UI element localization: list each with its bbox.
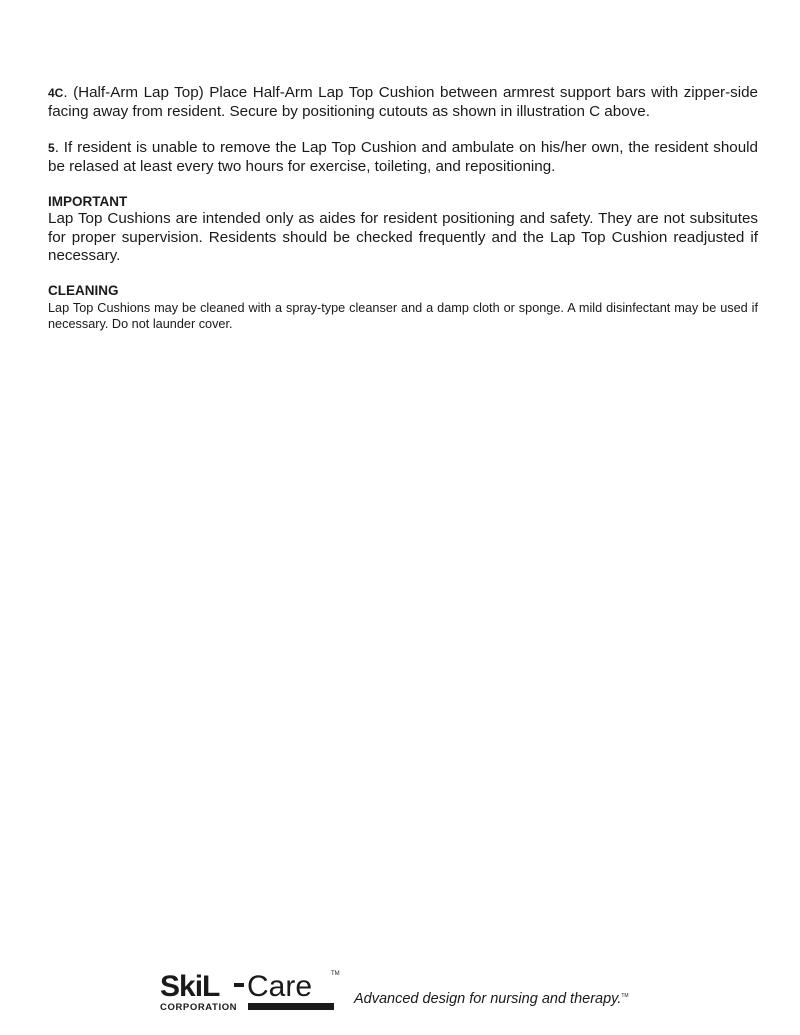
document-body xyxy=(48,84,758,350)
skil-care-logo xyxy=(160,966,346,1012)
logo-corporation: CORPORATION xyxy=(160,1002,238,1012)
logo-trademark: TM xyxy=(331,971,340,977)
instruction-5 xyxy=(48,139,758,176)
tagline-text: Advanced design for nursing and therapy. xyxy=(354,991,622,1007)
logo-word-skil: SkiL xyxy=(160,970,220,1003)
logo-underline-bar xyxy=(248,1003,334,1010)
tagline-trademark: TM xyxy=(621,993,629,1000)
tagline xyxy=(354,991,629,1007)
logo-hyphen xyxy=(234,983,244,987)
instruction-text: . If resident is unable to remove the Lap Top Cushion and ambulate on his/her own, the resident should be relased at least every two hours for exercise, toileting, and repositioning. xyxy=(48,139,758,175)
cleaning-heading: CLEANING xyxy=(48,282,119,298)
important-text: Lap Top Cushions are intended only as aides for resident positioning and safety. They are not subsitutes for proper supervision. Residents should be checked frequently and the Lap Top Cushion readjusted if necessary. xyxy=(48,210,758,264)
instruction-number: 5 xyxy=(48,141,55,155)
footer xyxy=(160,966,680,1016)
instruction-text: . (Half-Arm Lap Top) Place Half-Arm Lap Top Cushion between armrest support bars with zipper-side facing away from resident. Secure by positioning cutouts as shown in illustration C above. xyxy=(48,84,758,120)
cleaning-text: Lap Top Cushions may be cleaned with a spray-type cleanser and a damp cloth or sponge. A mild disinfectant may be used if necessary. Do not launder cover. xyxy=(48,300,758,331)
instruction-4c xyxy=(48,84,758,121)
important-heading: IMPORTANT xyxy=(48,194,128,209)
cleaning-section xyxy=(48,283,758,333)
important-section xyxy=(48,194,758,266)
logo-word-care: Care xyxy=(247,970,313,1003)
instruction-number: 4C xyxy=(48,86,64,100)
